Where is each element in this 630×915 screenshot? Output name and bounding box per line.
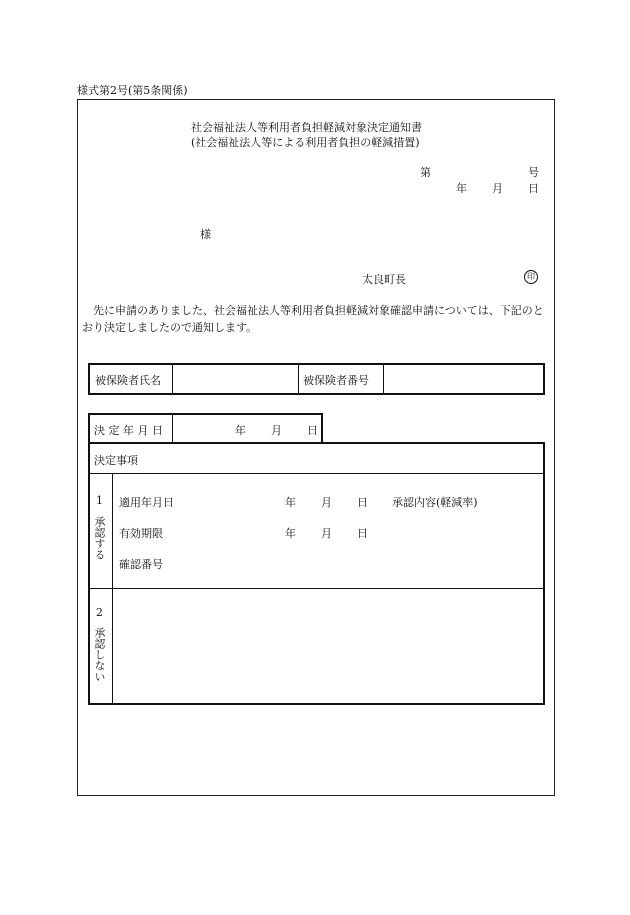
divider (89, 588, 544, 589)
reject-number: 2 (96, 606, 103, 619)
document-subtitle: (社会福祉法人等による利用者負担の軽減措置) (191, 136, 420, 149)
valid-period-day: 日 (357, 527, 368, 540)
divider (112, 474, 113, 704)
apply-date-label: 適用年月日 (119, 496, 174, 509)
issue-date-month: 月 (492, 182, 503, 195)
decision-date-month: 月 (271, 424, 282, 437)
approval-content-label: 承認内容(軽減率) (392, 496, 478, 509)
decision-date-label: 決 定 年 月 日 (94, 424, 163, 437)
divider (383, 364, 384, 394)
decision-items-label: 決定事項 (94, 454, 138, 467)
valid-period-label: 有効期限 (119, 527, 163, 540)
reject-label: 承認しない (93, 627, 106, 682)
divider (172, 414, 173, 443)
valid-period-month: 月 (321, 527, 332, 540)
valid-period-year: 年 (285, 527, 296, 540)
approve-number: 1 (96, 494, 103, 507)
doc-number-suffix: 号 (528, 166, 539, 179)
divider (298, 364, 299, 394)
seal-stamp: 印 (524, 270, 538, 284)
issue-date-day: 日 (528, 182, 539, 195)
issuer-name: 太良町長 (362, 273, 406, 286)
doc-number-prefix: 第 (420, 166, 431, 179)
decision-date-day: 日 (307, 424, 318, 437)
apply-date-month: 月 (321, 496, 332, 509)
confirm-number-label: 確認番号 (119, 558, 163, 571)
decision-items-table (88, 442, 545, 705)
issue-date-year: 年 (456, 182, 467, 195)
insured-name-label: 被保険者氏名 (95, 374, 161, 387)
decision-date-year: 年 (235, 424, 246, 437)
insured-number-label: 被保険者番号 (303, 374, 369, 387)
document-title: 社会福祉法人等利用者負担軽減対象決定通知書 (191, 121, 422, 134)
divider (89, 473, 544, 474)
addressee-suffix: 様 (200, 228, 211, 241)
notice-text: 先に申請のありました、社会福祉法人等利用者負担軽減対象確認申請については、下記のとおり決定しましたので通知します。 (82, 304, 544, 334)
form-number-label: 様式第2号(第5条関係) (77, 84, 188, 97)
divider (172, 364, 173, 394)
apply-date-year: 年 (285, 496, 296, 509)
apply-date-day: 日 (357, 496, 368, 509)
approve-label: 承認する (93, 516, 106, 560)
